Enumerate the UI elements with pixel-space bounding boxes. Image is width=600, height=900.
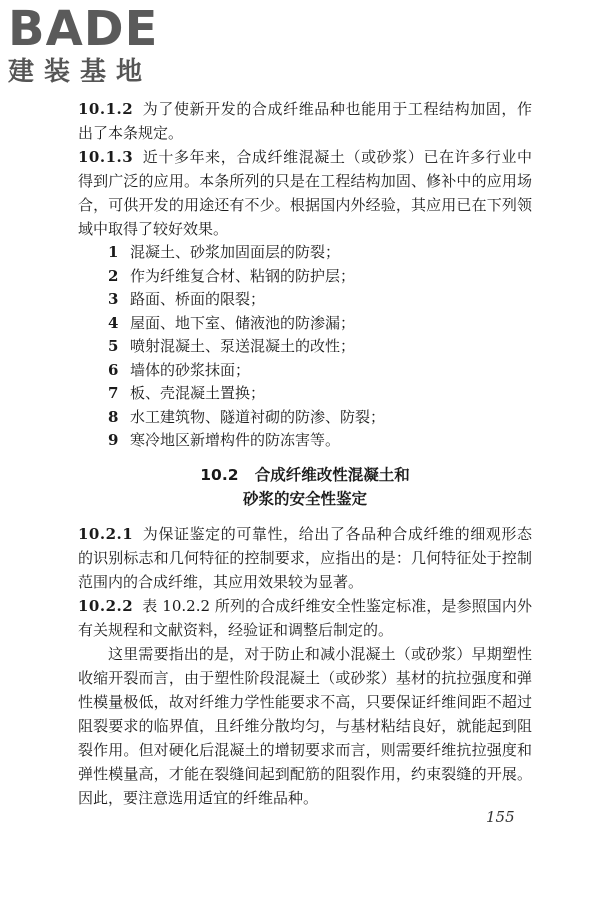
clause-10-1-2 bbox=[78, 97, 532, 145]
explanation-paragraph: 这里需要指出的是，对于防止和减小混凝土（或砂浆）早期塑性收缩开裂而言，由于塑性阶段混凝土（或砂浆）基材的抗拉强度和弹性模量极低，故对纤维力学性能要求不高，只要保证纤维间距不超过阻裂要求的临界值，且纤维分散均匀，与基材粘结良好，就能起到阻裂作用。但对硬化后混凝土的增韧要求而言，则需要纤维抗拉强度和弹性模量高，才能在裂缝间起到配筋的阻裂作用，约束裂缝的开展。因此，要注意选用适宜的纤维品种。 bbox=[78, 644, 532, 807]
list-item bbox=[78, 288, 532, 312]
logo-wordmark: BADE bbox=[8, 1, 159, 57]
clause-10-2-1 bbox=[78, 522, 532, 594]
logo-subtitle: 建装基地 bbox=[8, 57, 153, 87]
list-item bbox=[78, 429, 532, 453]
clause-text: 表 10.2.2 所列的合成纤维安全性鉴定标准，是参照国内外有关规程和文献资料，经验证和调整后制定的。 bbox=[78, 596, 532, 639]
heading-line-1 bbox=[78, 463, 532, 487]
clause-text: 为保证鉴定的可靠性，给出了各品种合成纤维的细观形态的识别标志和几何特征的控制要求，应指出的是：几何特征处于控制范围内的合成纤维，其应用效果较为显著。 bbox=[78, 524, 532, 591]
list-text: 屋面、地下室、储液池的防渗漏； bbox=[130, 313, 356, 332]
list-text: 寒冷地区新增构件的防冻害等。 bbox=[130, 431, 341, 449]
list-number: 3 bbox=[108, 290, 119, 308]
list-number: 4 bbox=[108, 313, 119, 332]
list-number: 1 bbox=[108, 243, 119, 261]
list-item bbox=[78, 359, 532, 383]
list-number: 7 bbox=[108, 384, 119, 402]
heading-number: 10.2 bbox=[200, 465, 239, 484]
list-number: 6 bbox=[108, 360, 119, 379]
list-text: 板、壳混凝土置换； bbox=[130, 384, 266, 402]
heading-text: 合成纤维改性混凝土和 bbox=[254, 465, 410, 484]
list-number: 9 bbox=[108, 431, 119, 449]
list-text: 混凝土、砂浆加固面层的防裂； bbox=[130, 243, 341, 261]
list-item bbox=[78, 382, 532, 406]
list-text: 墙体的砂浆抹面； bbox=[130, 360, 251, 379]
list-number: 2 bbox=[108, 266, 119, 285]
clause-text: 为了使新开发的合成纤维品种也能用于工程结构加固，作出了本条规定。 bbox=[78, 100, 532, 142]
clause-10-1-3 bbox=[78, 145, 532, 241]
section-heading-10-2 bbox=[78, 463, 532, 511]
clause-10-2-2 bbox=[78, 594, 532, 642]
list-item bbox=[78, 335, 532, 359]
list-item bbox=[78, 241, 532, 265]
clause-text: 近十多年来，合成纤维混凝土（或砂浆）已在许多行业中得到广泛的应用。本条所列的只是在工程结构加固、修补中的应用场合，可供开发的用途还有不少。根据国内外经验，其应用已在下列领域中取得了较好效果。 bbox=[78, 148, 532, 238]
list-number: 5 bbox=[108, 337, 119, 355]
list-item bbox=[78, 406, 532, 430]
list-item bbox=[78, 265, 532, 289]
list-item bbox=[78, 312, 532, 336]
application-list bbox=[78, 241, 532, 453]
list-text: 水工建筑物、隧道衬砌的防渗、防裂； bbox=[130, 407, 386, 426]
page-number: 155 bbox=[486, 808, 515, 826]
page-body bbox=[78, 97, 532, 810]
heading-line-2: 砂浆的安全性鉴定 bbox=[242, 489, 367, 508]
list-text: 喷射混凝土、泵送混凝土的改性； bbox=[130, 337, 356, 355]
list-number: 8 bbox=[108, 407, 119, 426]
bade-logo bbox=[8, 1, 178, 88]
list-text: 作为纤维复合材、粘钢的防护层； bbox=[130, 266, 356, 285]
clause-number: 10.1.2 bbox=[78, 100, 134, 118]
clause-number: 10.2.2 bbox=[78, 596, 134, 615]
clause-number: 10.1.3 bbox=[78, 148, 134, 166]
clause-number: 10.2.1 bbox=[78, 524, 134, 543]
list-text: 路面、桥面的限裂； bbox=[130, 290, 266, 308]
